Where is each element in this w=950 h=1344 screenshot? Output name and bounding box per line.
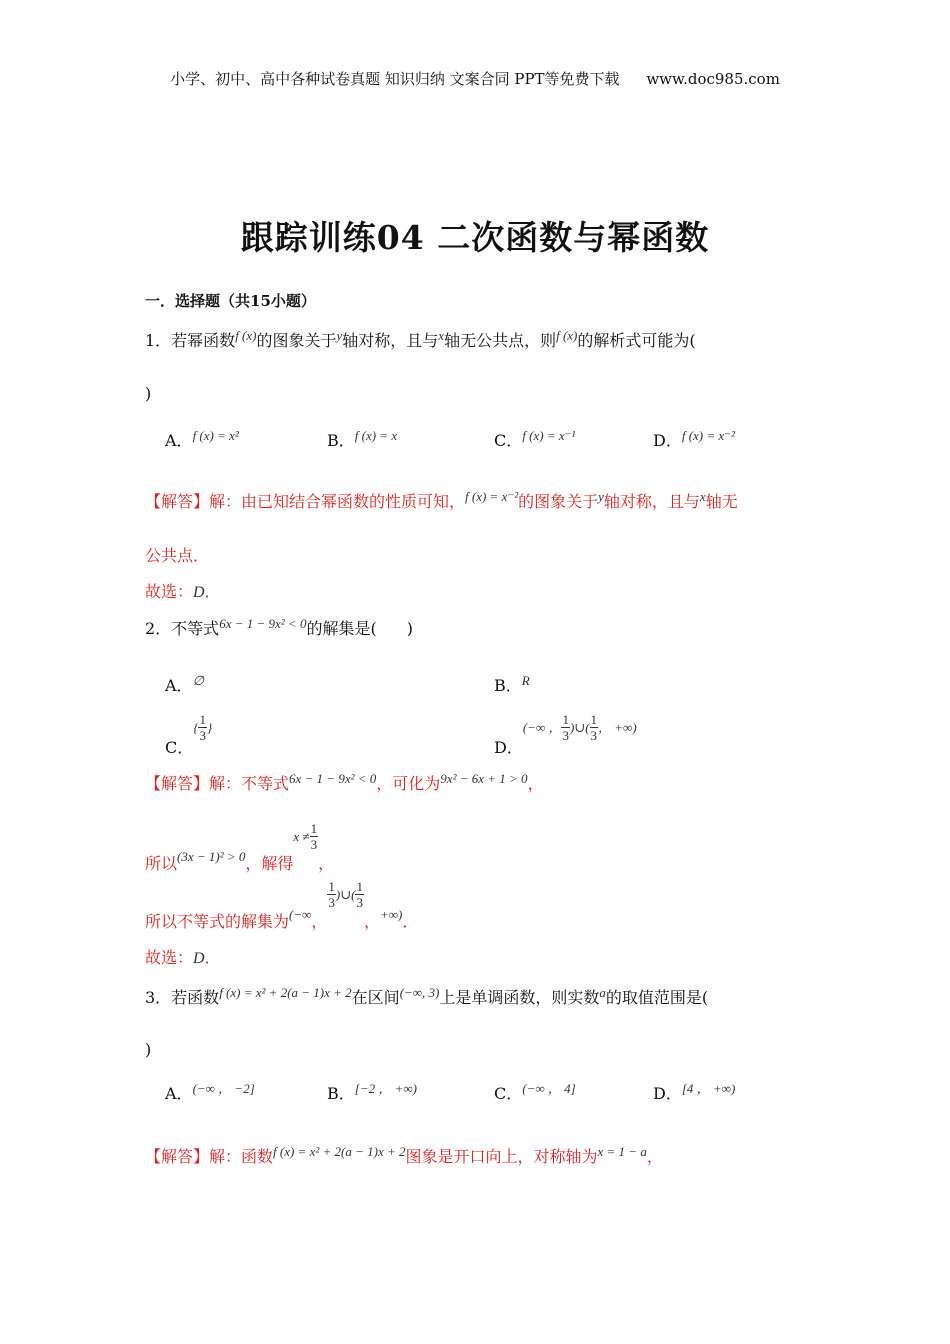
section-heading: 一．选择题（共15小题） bbox=[145, 292, 316, 310]
q1-answer-line2: 公共点． bbox=[145, 546, 210, 565]
q2-option-d[interactable]: D．(−∞ ， $\frac{1}{3}$ )∪( $\frac{1}{3}$ ， +∞) bbox=[494, 712, 637, 757]
header-text: 小学、初中、高中各种试卷真题 知识归纳 文案合同 PPT等免费下载 bbox=[170, 70, 620, 88]
question-3-stem: 3．若函数$^{f (x) = x^2 + 2(a - 1)x + 2}$在区间$^{(-\infty, 3)}$上是单调函数，则实数$^a$的取值范围是( bbox=[145, 985, 709, 1007]
q2-answer-line3: 所以不等式的解集为$_{(-\infty}$， $\frac{1}{3}$ )∪( $\frac{1}{3}$ ，$_{+\infty)}$． bbox=[145, 879, 419, 931]
question-1-stem: 1．若幂函数$^{f (x)}$的图象关于$^y$轴对称，且与$^x$轴无公共点，则$^{f (x)}$的解析式可能为( bbox=[145, 328, 696, 350]
page-header bbox=[0, 68, 950, 89]
q1-option-b[interactable]: B．$^{f (x) = x}$ bbox=[327, 428, 398, 450]
header-url[interactable]: www.doc985.com bbox=[646, 70, 780, 88]
q3-option-d[interactable]: D．$^{[4 , +\infty)}$ bbox=[653, 1081, 736, 1103]
q3-answer-line1: 【解答】解：函数$^{f (x) = x^2 + 2(a - 1)x + 2}$图象是开口向上，对称轴为$^{x = 1 - a}$， bbox=[145, 1144, 663, 1166]
q1-option-a[interactable]: A．$^{f (x) = x^2}$ bbox=[165, 428, 239, 450]
q1-option-c[interactable]: C．$^{f (x) = x^{-1}}$ bbox=[494, 428, 576, 450]
q1-answer-line1: 【解答】解：由已知结合幂函数的性质可知，$^{f (x) = x^{-2}}$的图象关于$^y$轴对称，且与$^x$轴无 bbox=[145, 489, 738, 511]
page-title: 跟踪训练04 二次函数与幂函数 bbox=[240, 218, 710, 257]
q3-option-c[interactable]: C．$^{(-\infty , 4]}$ bbox=[494, 1081, 576, 1103]
q2-option-c[interactable]: C．{ $\frac{1}{3}$ } bbox=[165, 712, 213, 757]
q2-answer-line1: 【解答】解：不等式$^{6x - 1 - 9x^2 < 0}$，可化为$^{9x^2 - 6x + 1 > 0}$， bbox=[145, 771, 544, 793]
q1-option-d[interactable]: D．$^{f (x) = x^{-2}}$ bbox=[653, 428, 735, 450]
q3-option-a[interactable]: A．$^{(-\infty , -2]}$ bbox=[165, 1081, 255, 1103]
q2-option-a[interactable]: A．∅ bbox=[165, 673, 204, 695]
q2-option-b[interactable]: B．$^R$ bbox=[494, 673, 530, 695]
q2-answer-choice: 故选：D． bbox=[145, 948, 221, 967]
q2-answer-line2: 所以$_{(3x - 1)^2 > 0}$，解得$^{x \ne}$ $\frac{1}{3}$ ， bbox=[145, 821, 335, 873]
question-3-close: ) bbox=[145, 1040, 152, 1059]
question-2-stem: 2．不等式$^{6x - 1 - 9x^2 < 0}$的解集是( ) bbox=[145, 616, 413, 638]
question-1-close: ) bbox=[145, 384, 152, 403]
q3-option-b[interactable]: B．$^{[-2 , +\infty)}$ bbox=[327, 1081, 417, 1103]
q1-answer-choice: 故选：D． bbox=[145, 582, 221, 601]
